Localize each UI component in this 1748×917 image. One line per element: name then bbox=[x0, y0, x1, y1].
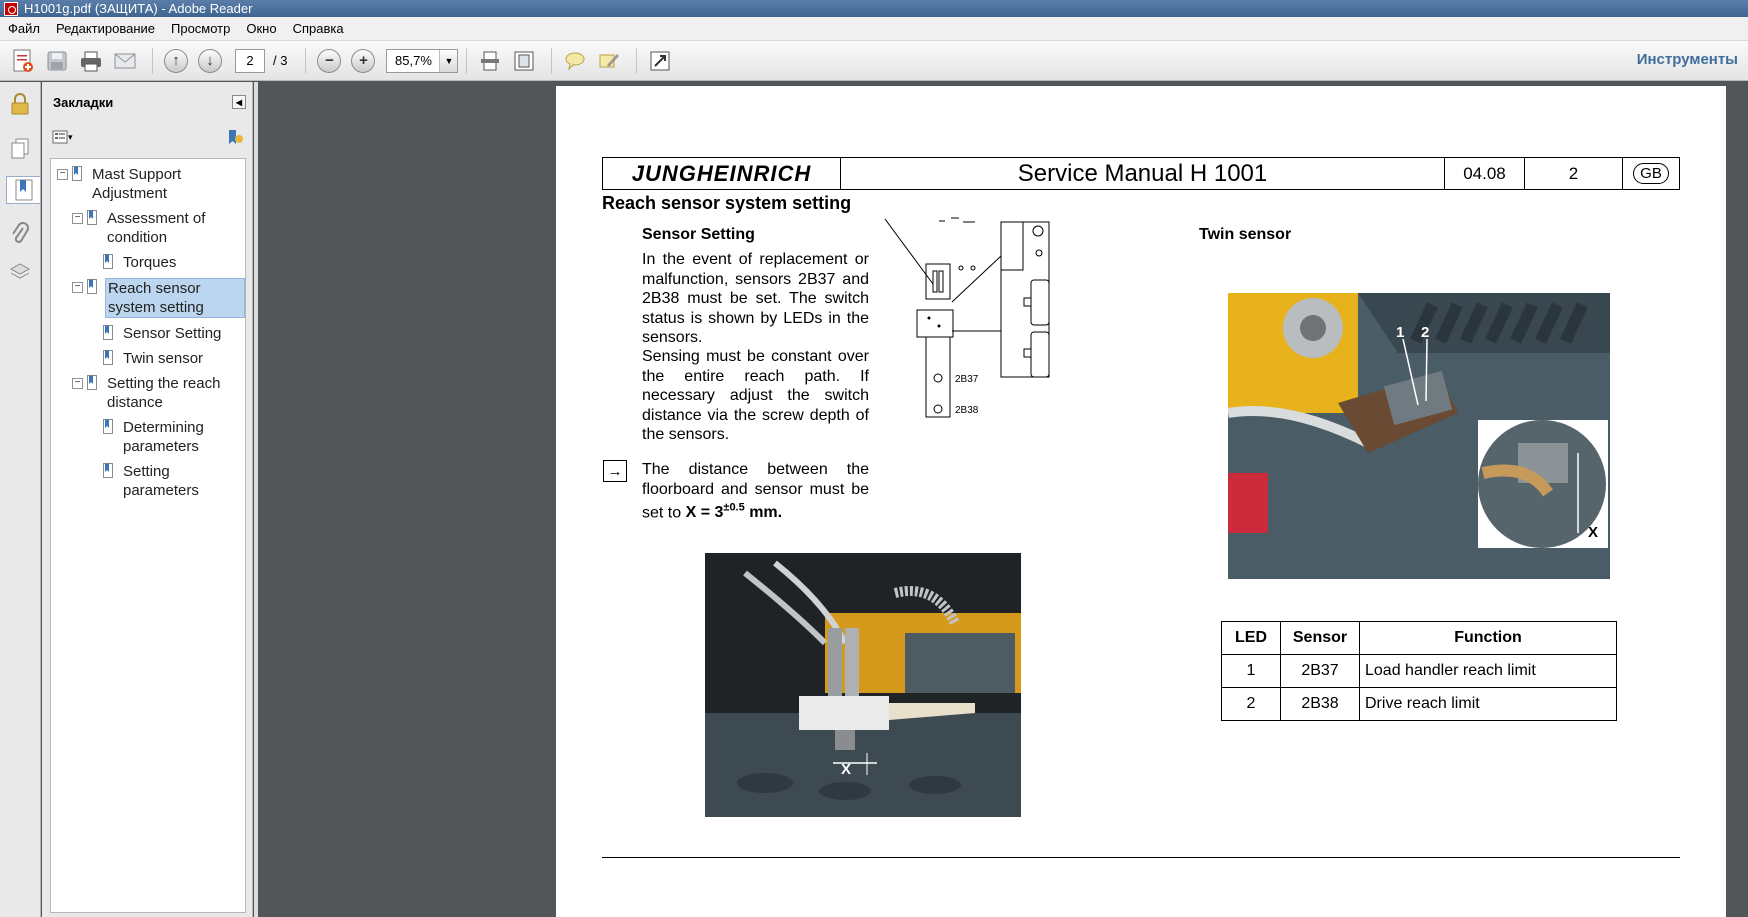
chevron-down-icon[interactable]: ▼ bbox=[439, 50, 457, 72]
fit-window-button[interactable] bbox=[509, 46, 539, 76]
zoom-value: 85,7% bbox=[395, 52, 432, 68]
sensor-setting-heading: Sensor Setting bbox=[642, 226, 755, 243]
chevron-down-icon: ▾ bbox=[68, 131, 73, 142]
table-header-row bbox=[1222, 622, 1617, 655]
led-1-label: 1 bbox=[1396, 324, 1405, 341]
bookmark-item[interactable] bbox=[51, 209, 245, 247]
collapse-toggle-icon[interactable]: − bbox=[72, 213, 83, 224]
bookmark-item[interactable] bbox=[51, 278, 245, 318]
pages-icon bbox=[10, 137, 30, 159]
bookmark-icon bbox=[87, 375, 97, 390]
led-2-label: 2 bbox=[1421, 324, 1430, 341]
bookmark-icon bbox=[87, 279, 97, 294]
save-icon bbox=[46, 50, 68, 72]
comment-icon bbox=[564, 51, 586, 71]
bookmark-label: Setting the reach distance bbox=[107, 375, 221, 411]
sensor-diagram bbox=[881, 216, 1071, 421]
list-options-icon bbox=[52, 130, 68, 144]
footer-rule bbox=[602, 857, 1680, 858]
table-cell-led: 1 bbox=[1222, 655, 1281, 688]
collapse-toggle-icon[interactable]: − bbox=[57, 169, 68, 180]
zoom-in-button[interactable] bbox=[348, 46, 378, 76]
zoom-select[interactable] bbox=[386, 49, 458, 73]
jungheinrich-logo: JUNGHEINRICH bbox=[603, 158, 841, 189]
sensor-setting-para2: Sensing must be constant over the entire reach path. If necessary adjust the switch distance via the screw depth of the sensors. bbox=[642, 348, 869, 443]
zoom-out-button[interactable] bbox=[314, 46, 344, 76]
table-cell-sensor: 2B37 bbox=[1281, 655, 1360, 688]
document-page bbox=[556, 86, 1726, 917]
note-tolerance: ±0.5 bbox=[723, 502, 745, 514]
fit-page-button[interactable] bbox=[475, 46, 505, 76]
bookmark-item[interactable] bbox=[51, 324, 245, 343]
bookmark-label: Torques bbox=[123, 254, 177, 271]
menu-edit[interactable]: Редактирование bbox=[55, 21, 155, 36]
bookmark-label: Sensor Setting bbox=[123, 325, 222, 342]
bookmark-item[interactable] bbox=[51, 462, 245, 500]
menu-help[interactable]: Справка bbox=[292, 21, 344, 36]
collapse-panel-button[interactable]: ◀ bbox=[232, 95, 246, 109]
page-thumbnails-button[interactable] bbox=[6, 134, 34, 162]
page-header-table bbox=[602, 157, 1680, 190]
sign-button[interactable] bbox=[594, 46, 624, 76]
language-cell bbox=[1623, 158, 1679, 189]
title-bar bbox=[0, 0, 1748, 17]
toolbar-separator bbox=[636, 48, 637, 74]
collapse-toggle-icon[interactable]: − bbox=[72, 282, 83, 293]
pen-icon bbox=[598, 51, 620, 71]
bookmark-icon bbox=[103, 350, 113, 365]
menu-bar bbox=[0, 17, 1748, 41]
toolbar-separator bbox=[551, 48, 552, 74]
toolbar-separator bbox=[305, 48, 306, 74]
collapse-toggle-icon[interactable]: − bbox=[72, 378, 83, 389]
navigation-rail bbox=[0, 82, 41, 917]
label-2b37: 2B37 bbox=[955, 374, 979, 385]
bookmark-icon bbox=[103, 254, 113, 269]
note-text bbox=[642, 460, 869, 523]
sensor-setting-para1: In the event of replacement or malfunction, sensors 2B37 and 2B38 must be set. The switch status is shown by LEDs in the sensors. bbox=[642, 251, 869, 346]
full-screen-button[interactable] bbox=[645, 46, 675, 76]
print-icon bbox=[79, 50, 103, 72]
layers-icon bbox=[9, 261, 31, 283]
arrow-up-icon: ↑ bbox=[164, 49, 188, 73]
page-total: / 3 bbox=[273, 53, 288, 68]
twin-sensor-photo bbox=[1228, 293, 1610, 579]
table-header-sensor: Sensor bbox=[1281, 622, 1360, 655]
bookmark-icon bbox=[87, 210, 97, 225]
bookmark-label: Mast Support Adjustment bbox=[92, 166, 182, 202]
bookmark-label: Reach sensor system setting bbox=[105, 278, 245, 318]
expand-icon bbox=[649, 50, 671, 72]
email-icon bbox=[113, 52, 137, 70]
table-header-function: Function bbox=[1360, 622, 1617, 655]
photo-x-label: X bbox=[841, 761, 852, 778]
table-cell-function: Load handler reach limit bbox=[1360, 655, 1617, 688]
toolbar bbox=[0, 41, 1748, 81]
new-bookmark-button[interactable] bbox=[226, 128, 244, 149]
led-function-table bbox=[1221, 621, 1617, 721]
options-menu-button[interactable] bbox=[52, 128, 78, 146]
twin-sensor-heading: Twin sensor bbox=[1199, 226, 1292, 243]
toolbar-separator bbox=[466, 48, 467, 74]
note-text-body: The distance between the floorboard and sensor must be set to bbox=[642, 461, 869, 522]
previous-page-button[interactable] bbox=[161, 46, 191, 76]
note-unit: mm. bbox=[744, 504, 783, 522]
table-header-led: LED bbox=[1222, 622, 1281, 655]
table-row bbox=[1222, 688, 1617, 721]
bookmark-item[interactable] bbox=[51, 374, 245, 412]
table-cell-led: 2 bbox=[1222, 688, 1281, 721]
tools-button[interactable]: Инструменты bbox=[1636, 51, 1738, 68]
label-2b38: 2B38 bbox=[955, 405, 979, 416]
bookmark-icon bbox=[103, 419, 113, 434]
window-title: H1001g.pdf (ЗАЩИТА) - Adobe Reader bbox=[24, 1, 253, 16]
table-cell-sensor: 2B38 bbox=[1281, 688, 1360, 721]
lock-icon bbox=[10, 93, 30, 115]
next-page-button[interactable] bbox=[195, 46, 225, 76]
panel-splitter[interactable] bbox=[254, 82, 258, 917]
arrow-down-icon: ↓ bbox=[198, 49, 222, 73]
email-button[interactable] bbox=[110, 46, 140, 76]
manual-page-number: 2 bbox=[1525, 158, 1623, 189]
note-arrow-icon: → bbox=[603, 460, 627, 482]
menu-file[interactable]: Файл bbox=[8, 21, 40, 36]
zoom-x-label: X bbox=[1588, 524, 1599, 541]
menu-window[interactable]: Окно bbox=[246, 21, 277, 36]
bookmark-item[interactable] bbox=[51, 253, 245, 272]
bookmark-icon bbox=[103, 463, 113, 478]
comment-button[interactable] bbox=[560, 46, 590, 76]
create-pdf-button[interactable] bbox=[8, 46, 38, 76]
bookmarks-panel bbox=[42, 82, 253, 917]
page-number-input[interactable]: 2 bbox=[235, 49, 265, 73]
fit-page-icon bbox=[480, 50, 500, 72]
bookmarks-title: Закладки bbox=[53, 94, 114, 110]
menu-view[interactable]: Просмотр bbox=[171, 21, 231, 36]
adobe-reader-icon bbox=[4, 2, 18, 16]
bookmark-label: Determining parameters bbox=[123, 419, 204, 455]
plus-icon: + bbox=[351, 49, 375, 73]
attachments-button[interactable] bbox=[6, 220, 34, 248]
minus-icon: − bbox=[317, 49, 341, 73]
language-badge: GB bbox=[1633, 163, 1669, 184]
bookmark-icon bbox=[103, 325, 113, 340]
security-button[interactable] bbox=[6, 90, 34, 118]
toolbar-separator bbox=[152, 48, 153, 74]
print-button[interactable] bbox=[76, 46, 106, 76]
manual-date: 04.08 bbox=[1445, 158, 1525, 189]
save-button[interactable] bbox=[42, 46, 72, 76]
bookmarks-header bbox=[42, 82, 252, 122]
manual-title: Service Manual H 1001 bbox=[841, 158, 1445, 189]
fit-window-icon bbox=[513, 50, 535, 72]
section-title: Reach sensor system setting bbox=[602, 193, 852, 213]
bookmark-item[interactable] bbox=[51, 349, 245, 368]
create-pdf-icon bbox=[11, 48, 35, 74]
note-value: X = 3 bbox=[685, 504, 724, 522]
new-bookmark-icon bbox=[226, 128, 244, 146]
layers-button[interactable] bbox=[6, 258, 34, 286]
table-row bbox=[1222, 655, 1617, 688]
bookmark-icon bbox=[14, 178, 34, 202]
bookmarks-tree bbox=[50, 158, 246, 913]
bookmarks-toolbar bbox=[42, 122, 252, 152]
bookmark-label: Setting parameters bbox=[123, 463, 199, 499]
bookmark-icon bbox=[72, 166, 82, 181]
bookmark-label: Twin sensor bbox=[123, 350, 204, 367]
table-cell-function: Drive reach limit bbox=[1360, 688, 1617, 721]
bookmark-item[interactable] bbox=[51, 165, 245, 203]
bookmark-item[interactable] bbox=[51, 418, 245, 456]
bookmark-label: Assessment of condition bbox=[107, 210, 206, 246]
sensor-photo bbox=[705, 553, 1021, 817]
paperclip-icon bbox=[11, 222, 29, 246]
bookmarks-button[interactable] bbox=[6, 176, 40, 204]
